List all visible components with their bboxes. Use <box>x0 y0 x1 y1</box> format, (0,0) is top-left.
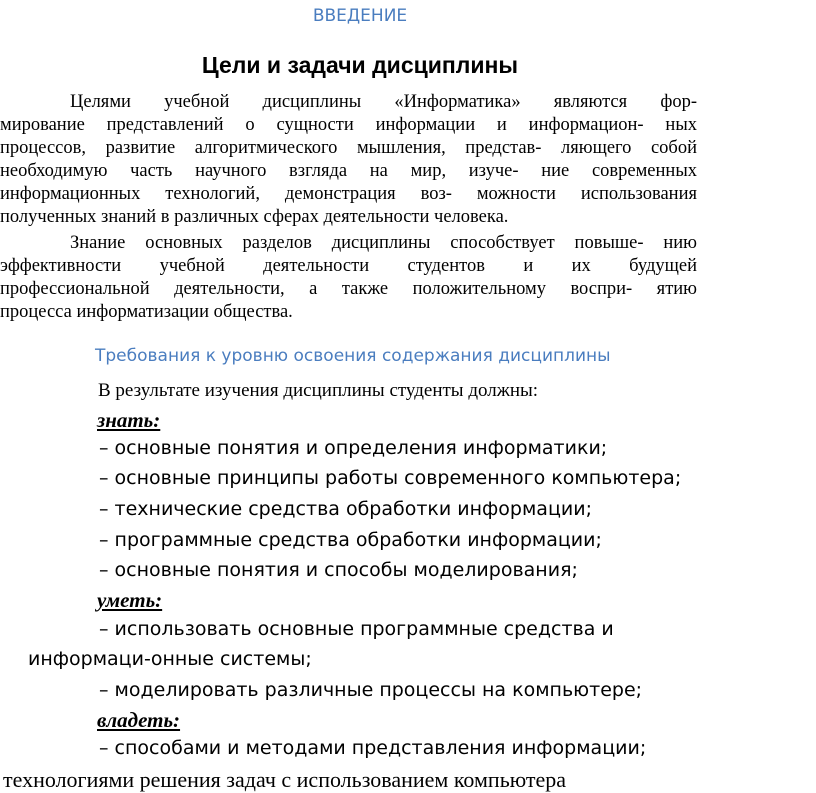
requirements-title: Требования к уровню освоения содержания дисциплины <box>95 346 611 366</box>
can-label: уметь: <box>97 588 163 612</box>
paragraph-1-line: процессов, развитие алгоритмического мышления, представ- ляющего собой <box>0 138 697 158</box>
know-label: знать: <box>97 408 161 432</box>
paragraph-2-line: профессиональной деятельности, а также положительному воспри- ятию <box>0 279 697 299</box>
paragraph-1-line: необходимую часть научного взгляда на мир, изуче- ние современных <box>0 161 697 181</box>
paragraph-1-line: Целями учебной дисциплины «Информатика» являются фор- <box>70 92 697 112</box>
final-line: технологиями решения задач с использованием компьютера <box>3 767 567 792</box>
master-label: владеть: <box>97 708 181 732</box>
paragraph-2-line: эффективности учебной деятельности студентов и их будущей <box>0 256 697 276</box>
paragraph-1-line: мирование представлений о сущности информации и информацион- ных <box>0 115 697 135</box>
know-item: – технические средства обработки информации; <box>99 498 592 520</box>
paragraph-2-line: Знание основных разделов дисциплины способствует повыше- нию <box>70 233 697 253</box>
know-item: – программные средства обработки информации; <box>99 529 602 551</box>
know-item: – основные понятия и определения информатики; <box>99 437 608 459</box>
paragraph-2-line: процесса информатизации общества. <box>0 302 293 322</box>
know-item: – основные принципы работы современного компьютера; <box>99 467 682 489</box>
page-title: Цели и задачи дисциплины <box>201 52 519 78</box>
section-title: ВВЕДЕНИЕ <box>312 6 408 26</box>
requirements-intro: В результате изучения дисциплины студенты должны: <box>98 380 539 401</box>
paragraph-1-line: информационных технологий, демонстрация воз- можности использования <box>0 184 697 204</box>
can-item: – использовать основные программные средства и <box>99 618 614 640</box>
paragraph-1-line: полученных знаний в различных сферах деятельности человека. <box>0 207 509 227</box>
master-item: – способами и методами представления информации; <box>99 737 647 759</box>
know-item: – основные понятия и способы моделирования; <box>99 559 578 581</box>
can-item: – моделировать различные процессы на компьютере; <box>99 679 643 701</box>
can-item-continuation: информаци-онные системы; <box>28 648 312 670</box>
